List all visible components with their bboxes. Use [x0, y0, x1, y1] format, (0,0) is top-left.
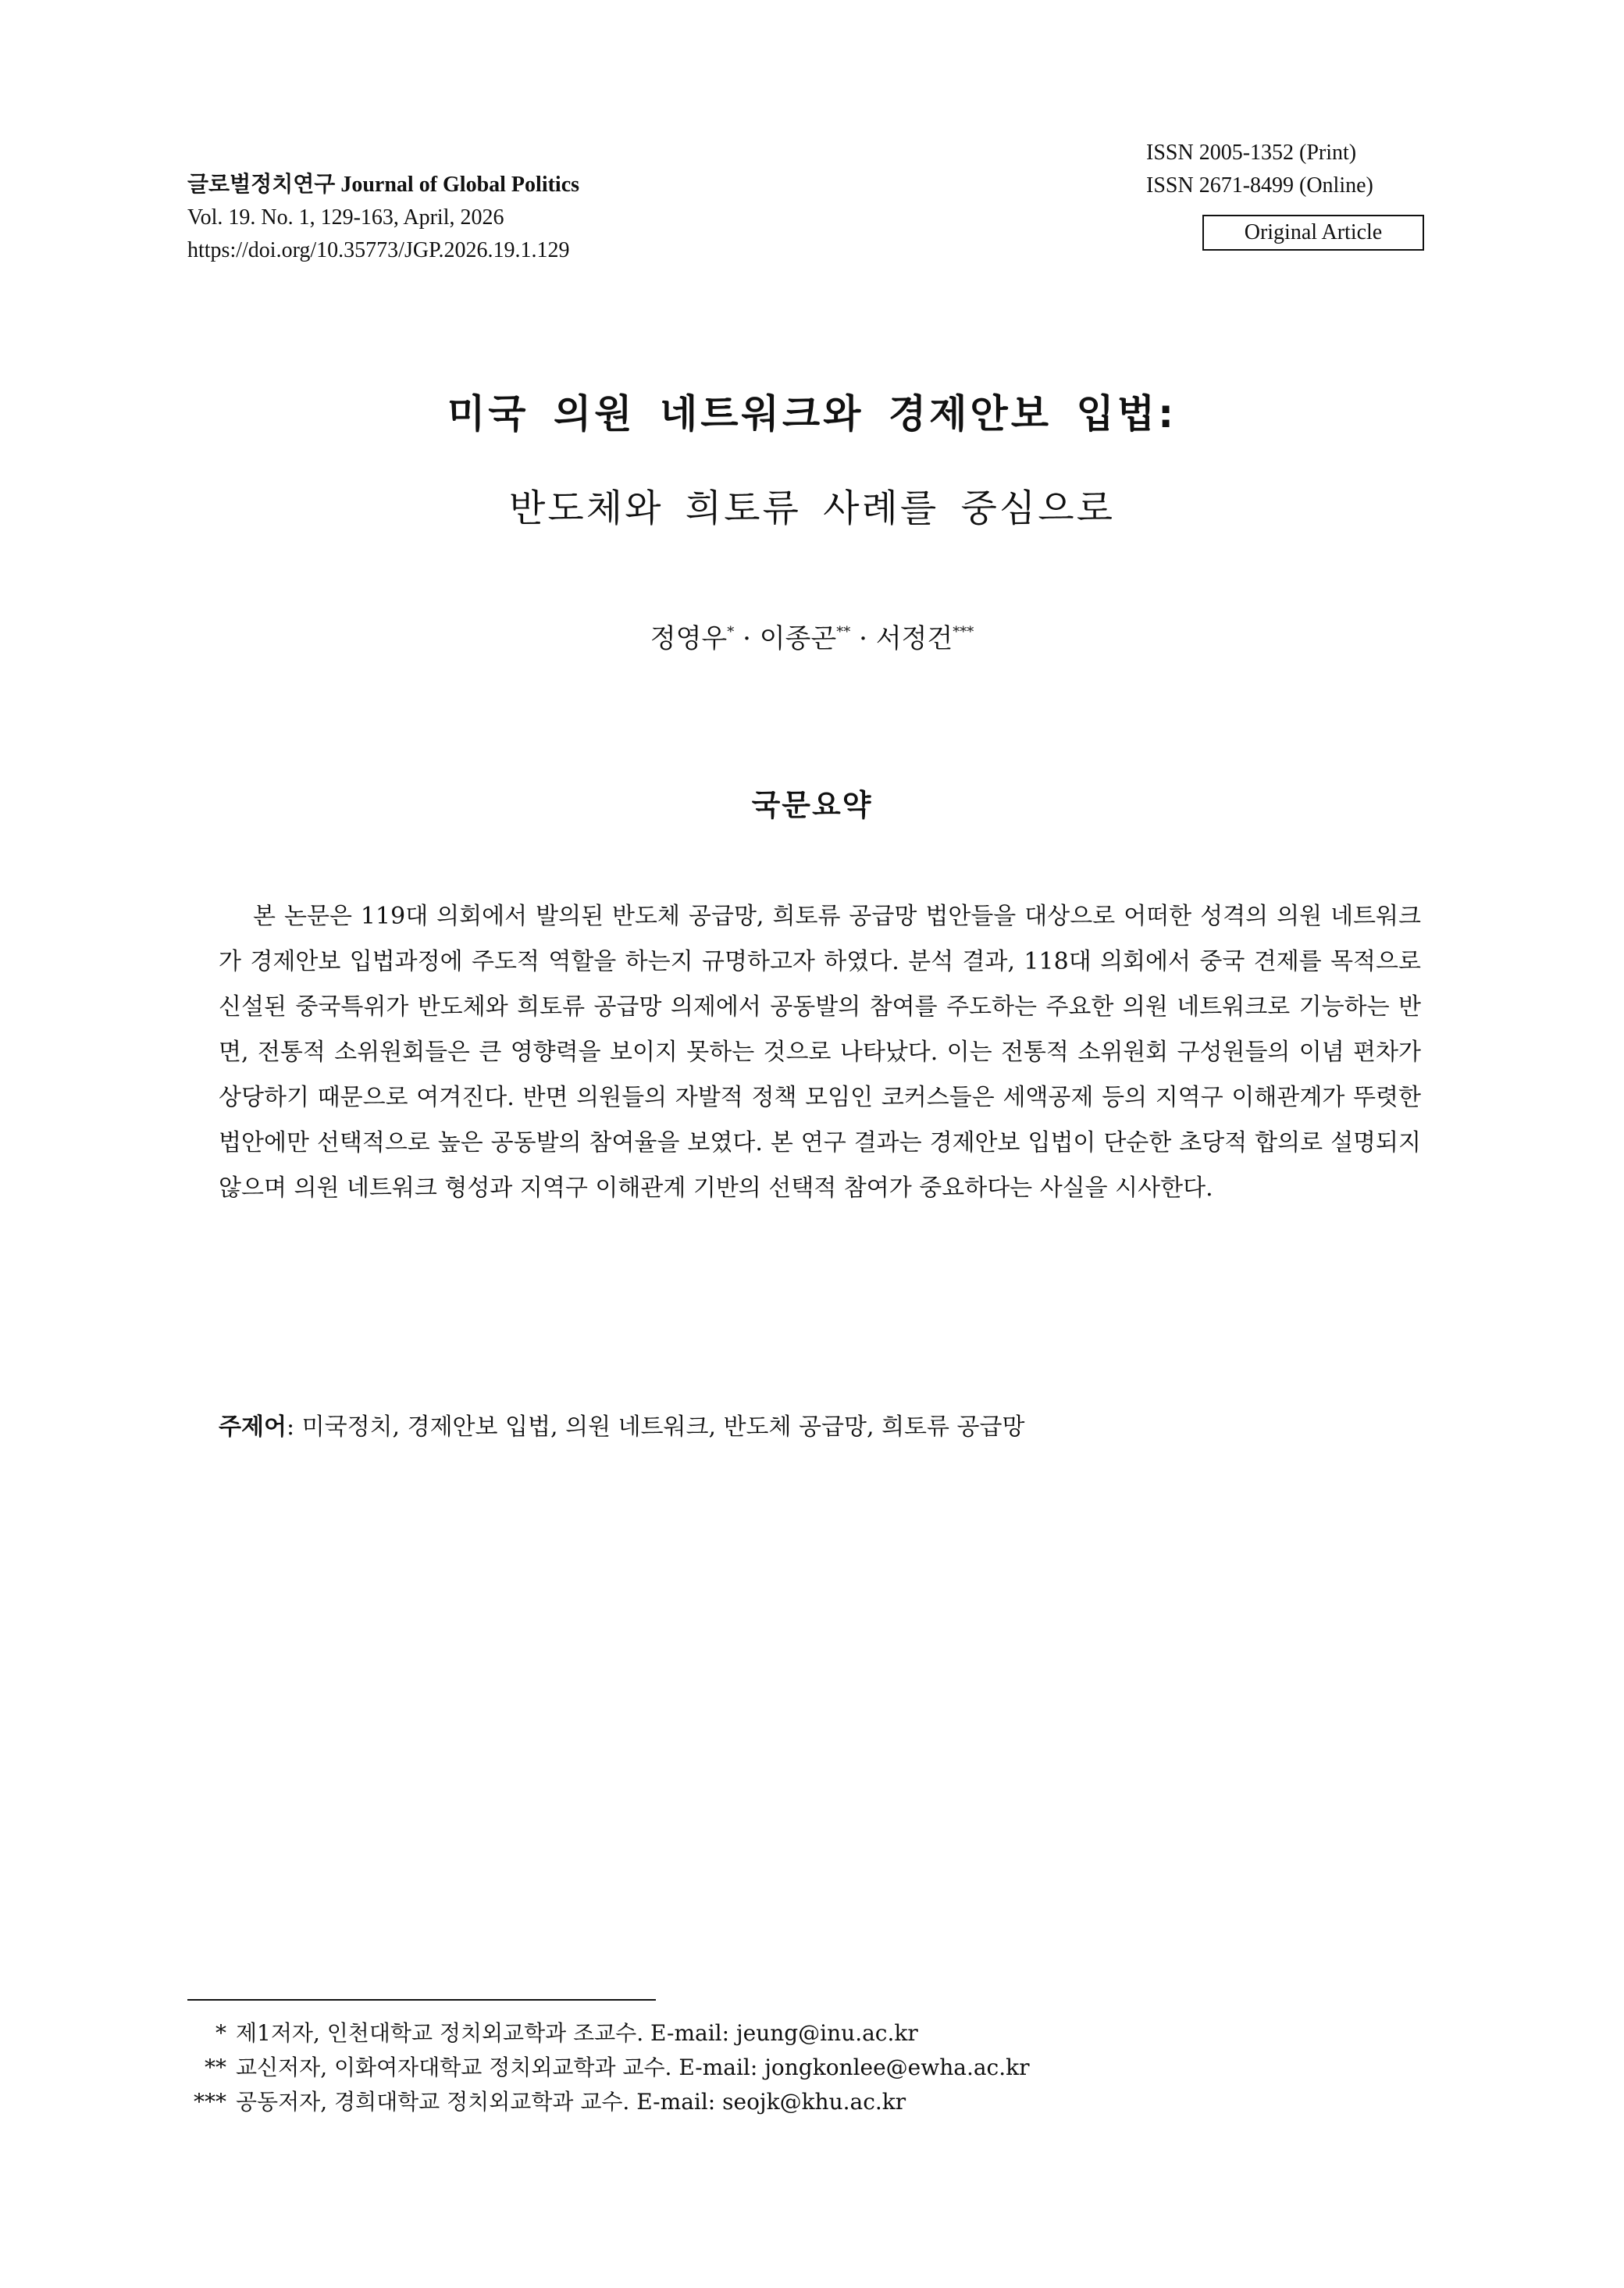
abstract-heading: 국문요약 — [751, 788, 873, 822]
footnote-item — [187, 2051, 1437, 2085]
paper-title: 미국 의원 네트워크와 경제안보 입법: — [447, 391, 1177, 437]
issn-online: ISSN 2671-8499 (Online) — [1146, 173, 1373, 198]
issn-print: ISSN 2005-1352 (Print) — [1146, 141, 1357, 165]
volume-info: Vol. 19. No. 1, 129-163, April, 2026 — [187, 205, 504, 230]
footnote-text: 공동저자, 경희대학교 정치외교학과 교수. E-mail: seojk@khu.ac.kr — [236, 2089, 906, 2115]
keywords-label: 주제어 — [219, 1413, 287, 1441]
author-separator: · — [859, 623, 867, 654]
author-footnote-mark: ** — [836, 624, 851, 640]
journal-name-line — [187, 168, 579, 201]
doi-link[interactable]: https://doi.org/10.35773/JGP.2026.19.1.129 — [187, 238, 570, 262]
footnote-divider — [187, 1999, 656, 2001]
article-type-badge: Original Article — [1202, 215, 1424, 251]
keywords-colon: : — [286, 1413, 302, 1441]
keywords — [219, 1412, 1421, 1443]
author-footnote-mark: *** — [953, 624, 974, 640]
footnote-item — [187, 2085, 1437, 2119]
author-footnote-mark: * — [727, 624, 735, 640]
author-separator: · — [743, 623, 751, 654]
author-name: 서정건 — [875, 623, 953, 654]
footnote-mark: *** — [194, 2089, 226, 2115]
footnote-mark: * — [215, 2020, 226, 2046]
journal-name-korean: 글로벌정치연구 — [187, 171, 336, 197]
paper-subtitle: 반도체와 희토류 사례를 중심으로 — [509, 486, 1115, 530]
author-name: 정영우 — [650, 623, 728, 654]
author-name: 이종곤 — [759, 623, 837, 654]
footnotes — [187, 2016, 1437, 2119]
issn-block — [1146, 137, 1373, 202]
author-list — [0, 617, 1624, 655]
abstract-text: 본 논문은 119대 의회에서 발의된 반도체 공급망, 희토류 공급망 법안들을 대상으로 어떠한 성격의 의원 네트워크가 경제안보 입법과정에 주도적 역할을 하는지 규명하고자 하였다. 분석 결과, 118대 의회에서 중국 견제를 목적으로 신설된 중국특위가 반도체와 희토류 공급망 의제에서 공동발의 참여를 주도하는 주요한 의원 네트워크로 기능하는 반면, 전통적 소위원회들은 큰 영향력을 보이지 못하는 것으로 나타났다. 이는 전통적 소위원회 구성원들의 이념 편차가 상당하기 때문으로 여겨진다. 반면 의원들의 자발적 정책 모임인 코커스들은 세액공제 등의 지역구 이해관계가 뚜렷한 법안에만 선택적으로 높은 공동발의 참여율을 보였다. 본 연구 결과는 경제안보 입법이 단순한 초당적 합의로 설명되지 않으며 의원 네트워크 형성과 지역구 이해관계 기반의 선택적 참여가 중요하다는 사실을 시사한다. — [219, 903, 1421, 1202]
footnote-text: 교신저자, 이화여자대학교 정치외교학과 교수. E-mail: jongkonlee@ewha.ac.kr — [236, 2055, 1030, 2080]
journal-name-english: Journal of Global Politics — [340, 173, 580, 197]
journal-header — [187, 168, 579, 267]
footnote-item — [187, 2016, 1437, 2051]
footnote-text: 제1저자, 인천대학교 정치외교학과 조교수. E-mail: jeung@inu.ac.kr — [236, 2020, 918, 2046]
footnote-mark: ** — [205, 2055, 226, 2080]
keywords-text: 미국정치, 경제안보 입법, 의원 네트워크, 반도체 공급망, 희토류 공급망 — [301, 1413, 1025, 1441]
